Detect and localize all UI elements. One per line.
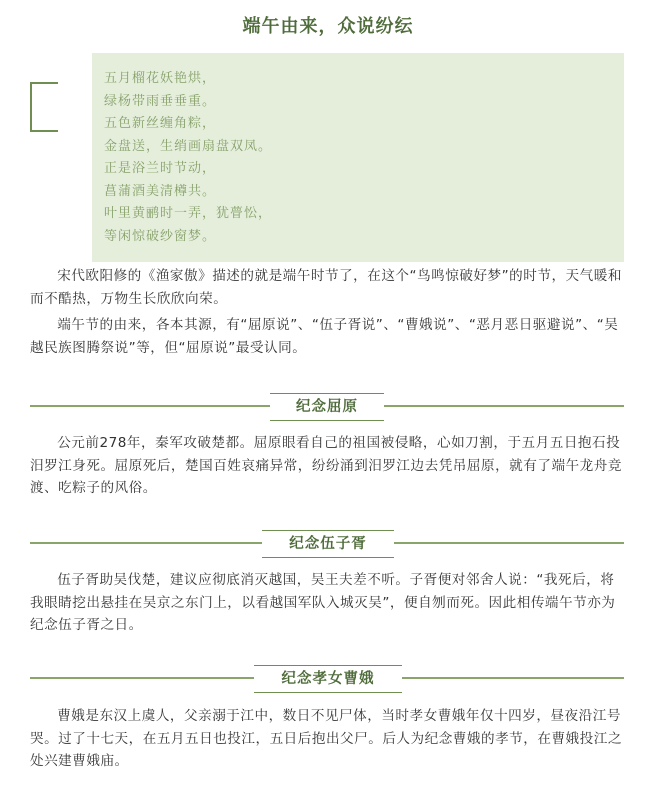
poem-line: 等闲惊破纱窗梦。 bbox=[104, 228, 217, 244]
intro-paragraph-1: 宋代欧阳修的《渔家傲》描述的就是端午时节了，在这个“鸟鸣惊破好梦”的时节，天气暖和而不酷热，万物生长欣欣向荣。 bbox=[30, 268, 622, 307]
decorative-bracket bbox=[30, 82, 58, 132]
poem-lines bbox=[104, 68, 272, 248]
poem-quote-box bbox=[92, 53, 624, 262]
poem-line: 金盘送，生绡画扇盘双凤。 bbox=[104, 138, 273, 154]
poem-line: 五色新丝缠角粽， bbox=[104, 116, 217, 131]
section-text-caoe: 曹娥是东汉上虞人，父亲溺于江中，数日不见尸体，当时孝女曹娥年仅十四岁，昼夜沿江号哭。过了十七天，在五月五日也投江，五日后抱出父尸。后人为纪念曹娥的孝节，在曹娥投江之处兴建曹娥庙。 bbox=[30, 708, 622, 769]
poem-line: 正是浴兰时节动， bbox=[104, 161, 217, 176]
section-heading-wuzixu: 纪念伍子胥 bbox=[262, 530, 394, 558]
section-heading-caoe: 纪念孝女曹娥 bbox=[254, 665, 402, 693]
poem-line: 菖蒲酒美清樽共。 bbox=[104, 183, 217, 199]
intro-paragraph-2: 端午节的由来，各本其源，有“屈原说”、“伍子胥说”、“曹娥说”、“恶月恶日驱避说”、“吴越民族图腾祭说”等，但“屈原说”最受认同。 bbox=[30, 317, 619, 356]
poem-line: 叶里黄鹂时一弄，犹瞢忪， bbox=[104, 206, 273, 221]
section-heading-quyuan: 纪念屈原 bbox=[270, 393, 384, 421]
article-title: 端午由来，众说纷纭 bbox=[242, 16, 414, 37]
poem-line: 五月榴花妖艳烘， bbox=[104, 71, 217, 86]
section-text-wuzixu: 伍子胥助吴伐楚，建议应彻底消灭越国，吴王夫差不听。子胥便对邻舍人说：“我死后，将我眼睛挖出悬挂在吴京之东门上，以看越国军队入城灭吴”，便自刎而死。因此相传端午节亦为纪念伍子胥之日。 bbox=[30, 572, 616, 633]
poem-line: 绿杨带雨垂垂重。 bbox=[104, 93, 217, 109]
section-text-quyuan: 公元前278年，秦军攻破楚都。屈原眼看自己的祖国被侵略，心如刀割，于五月五日抱石投汨罗江身死。屈原死后，楚国百姓哀痛异常，纷纷涌到汨罗江边去凭吊屈原，就有了端午龙舟竞渡、吃粽子的风俗。 bbox=[30, 435, 622, 496]
